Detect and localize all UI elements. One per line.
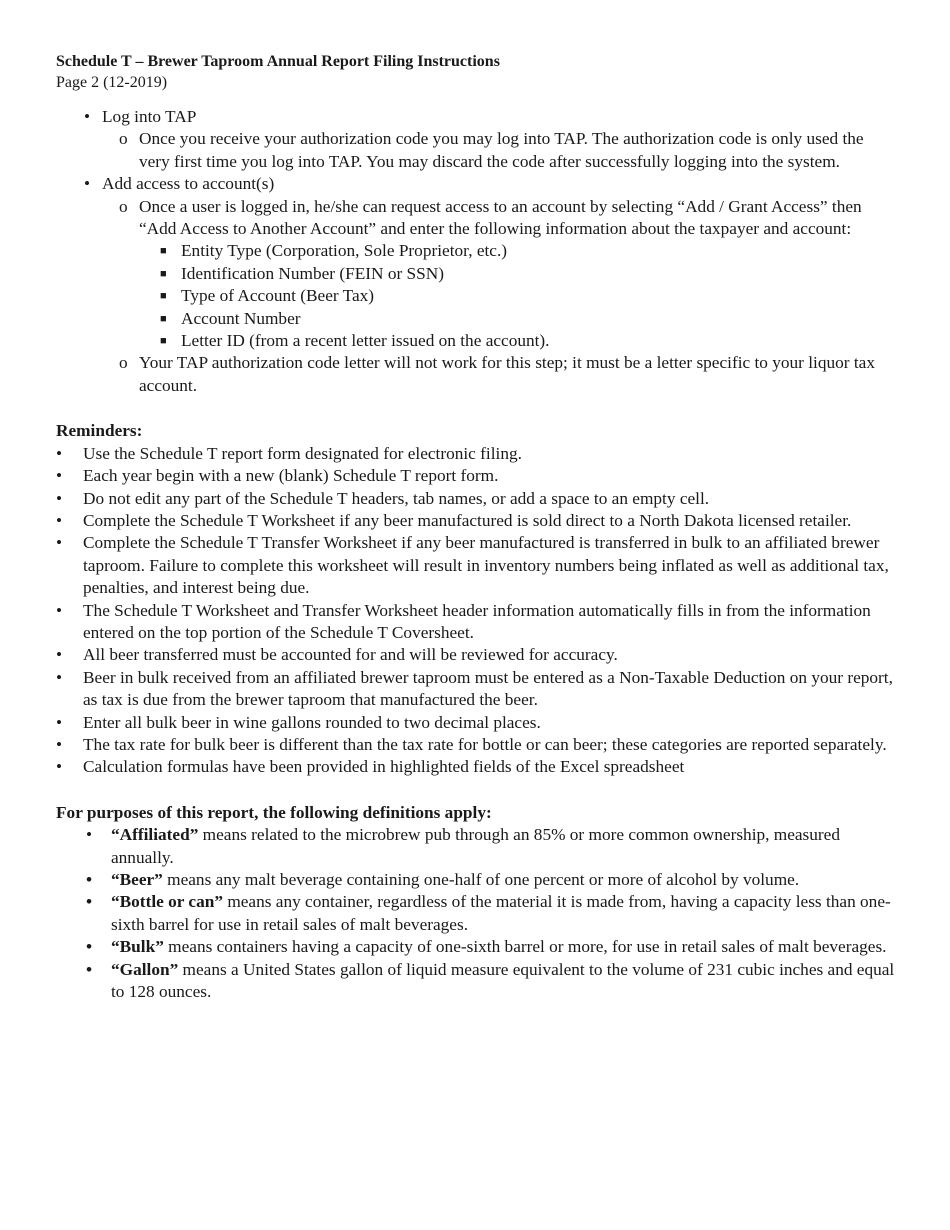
definition-text: means any malt beverage containing one-half of one percent or more of alcohol by volume.: [162, 870, 800, 889]
reminder-item: [56, 756, 898, 778]
bullet-icon: •: [56, 757, 63, 777]
bullet-icon: •: [56, 533, 63, 553]
bullet-icon: •: [56, 466, 63, 486]
reminder-text: Complete the Schedule T Worksheet if any beer manufactured is sold direct to a North Dakota licensed retailer.: [83, 510, 852, 530]
tap-step-add-access-note: [56, 352, 898, 397]
reminder-item: [56, 488, 898, 510]
reminder-text: The tax rate for bulk beer is different than the tax rate for bottle or can beer; these categories are reported separately.: [83, 734, 887, 754]
tap-step-detail-text: Once a user is logged in, he/she can request access to an account by selecting “Add / Grant Access” then “Add Access to Another Account” and enter the following information about the taxpayer and account:: [139, 196, 862, 239]
square-bullet-icon: ■: [160, 267, 167, 280]
definition-item: [56, 824, 898, 869]
reminder-text: Use the Schedule T report form designated for electronic filing.: [83, 443, 522, 463]
reminder-item: [56, 532, 898, 599]
reminder-item: [56, 712, 898, 734]
bullet-icon: •: [86, 937, 93, 957]
reminder-text: Each year begin with a new (blank) Schedule T report form.: [83, 466, 499, 486]
definition-term: “Bottle or can”: [111, 892, 223, 912]
account-field-text: Account Number: [181, 308, 301, 328]
account-field-text: Type of Account (Beer Tax): [181, 286, 375, 306]
bullet-icon: •: [56, 510, 63, 530]
reminder-item: [56, 734, 898, 756]
definition-item: [56, 959, 898, 1004]
circle-bullet-icon: o: [119, 196, 128, 216]
reminder-text: The Schedule T Worksheet and Transfer Worksheet header information automatically fills in from the information entered on the top portion of the Schedule T Coversheet.: [83, 600, 871, 642]
account-field-item: [56, 285, 898, 307]
definition-item: [56, 891, 898, 936]
page-number: Page 2 (12-2019): [56, 74, 168, 91]
bullet-icon: •: [56, 488, 63, 508]
account-field-text: Letter ID (from a recent letter issued on the account).: [181, 331, 550, 351]
tap-step-add-access: [56, 173, 898, 195]
square-bullet-icon: ■: [160, 335, 167, 348]
bullet-icon: •: [86, 870, 93, 889]
reminder-item: [56, 600, 898, 645]
bullet-icon: •: [86, 959, 93, 979]
bullet-icon: •: [56, 734, 63, 754]
tap-step-text: Log into TAP: [102, 107, 197, 126]
tap-step-login: [56, 106, 898, 128]
bullet-icon: •: [86, 892, 93, 912]
document-title: Schedule T – Brewer Taproom Annual Report Filing Instructions: [56, 53, 500, 70]
reminder-text: All beer transferred must be accounted for and will be reviewed for accuracy.: [83, 645, 618, 665]
circle-bullet-icon: o: [119, 129, 128, 149]
bullet-icon: •: [56, 667, 63, 687]
bullet-icon: •: [56, 600, 63, 620]
bullet-icon: •: [84, 174, 91, 194]
definition-item: [56, 869, 898, 891]
definition-term: “Gallon”: [111, 959, 179, 979]
tap-step-detail-text: Once you receive your authorization code you may log into TAP. The authorization code is only used the very first time you log into TAP. You may discard the code after successfully logging into the system.: [139, 129, 864, 171]
bullet-icon: •: [56, 443, 63, 463]
definition-text: means containers having a capacity of one-sixth barrel or more, for use in retail sales of malt beverages.: [163, 937, 887, 957]
tap-step-text: Add access to account(s): [102, 174, 275, 194]
account-field-text: Entity Type (Corporation, Sole Proprietor, etc.): [181, 241, 508, 261]
reminder-item: [56, 667, 898, 712]
bullet-icon: •: [56, 712, 63, 732]
tap-step-note-text: Your TAP authorization code letter will not work for this step; it must be a letter specific to your liquor tax account.: [139, 353, 875, 395]
reminder-item: [56, 465, 898, 487]
bullet-icon: •: [86, 825, 93, 845]
bullet-icon: •: [84, 107, 91, 126]
definitions-heading: For purposes of this report, the following definitions apply:: [56, 802, 492, 822]
reminder-item: [56, 510, 898, 532]
account-field-text: Identification Number (FEIN or SSN): [181, 263, 445, 283]
account-field-item: [56, 263, 898, 285]
page-header: [56, 52, 500, 94]
reminders-heading: Reminders:: [56, 421, 143, 441]
document-body: [56, 106, 898, 1003]
definition-text: means any container, regardless of the material it is made from, having a capacity less than one-sixth barrel for use in retail sales of malt beverages.: [111, 892, 891, 934]
bullet-icon: •: [56, 645, 63, 665]
definition-term: “Beer”: [111, 870, 163, 889]
tap-step-add-access-detail: [56, 196, 898, 241]
reminder-text: Calculation formulas have been provided in highlighted fields of the Excel spreadsheet: [83, 757, 685, 777]
definition-text: means a United States gallon of liquid measure equivalent to the volume of 231 cubic inches and equal to 128 ounces.: [111, 959, 895, 1002]
definition-text: means related to the microbrew pub through an 85% or more common ownership, measured annually.: [111, 825, 840, 867]
account-field-item: [56, 308, 898, 330]
reminder-text: Complete the Schedule T Transfer Worksheet if any beer manufactured is transferred in bulk to an affiliated brewer taproom. Failure to complete this worksheet will result in inventory numbers being inflated as well as additional tax, penalties, and interest being due.: [83, 533, 889, 598]
tap-step-login-detail: [56, 128, 898, 173]
definition-term: “Affiliated”: [111, 825, 199, 845]
square-bullet-icon: ■: [160, 290, 167, 303]
circle-bullet-icon: o: [119, 353, 128, 373]
definition-term: “Bulk”: [111, 937, 164, 957]
reminder-text: Do not edit any part of the Schedule T headers, tab names, or add a space to an empty cell.: [83, 488, 710, 508]
account-field-item: [56, 330, 898, 352]
reminder-text: Beer in bulk received from an affiliated brewer taproom must be entered as a Non-Taxable Deduction on your report, as tax is due from the brewer taproom that manufactured the beer.: [83, 667, 893, 710]
square-bullet-icon: ■: [160, 312, 167, 325]
square-bullet-icon: ■: [160, 245, 167, 258]
definition-item: [56, 936, 898, 958]
reminder-item: [56, 644, 898, 666]
reminder-text: Enter all bulk beer in wine gallons rounded to two decimal places.: [83, 712, 541, 732]
reminder-item: [56, 443, 898, 465]
account-field-item: [56, 240, 898, 262]
